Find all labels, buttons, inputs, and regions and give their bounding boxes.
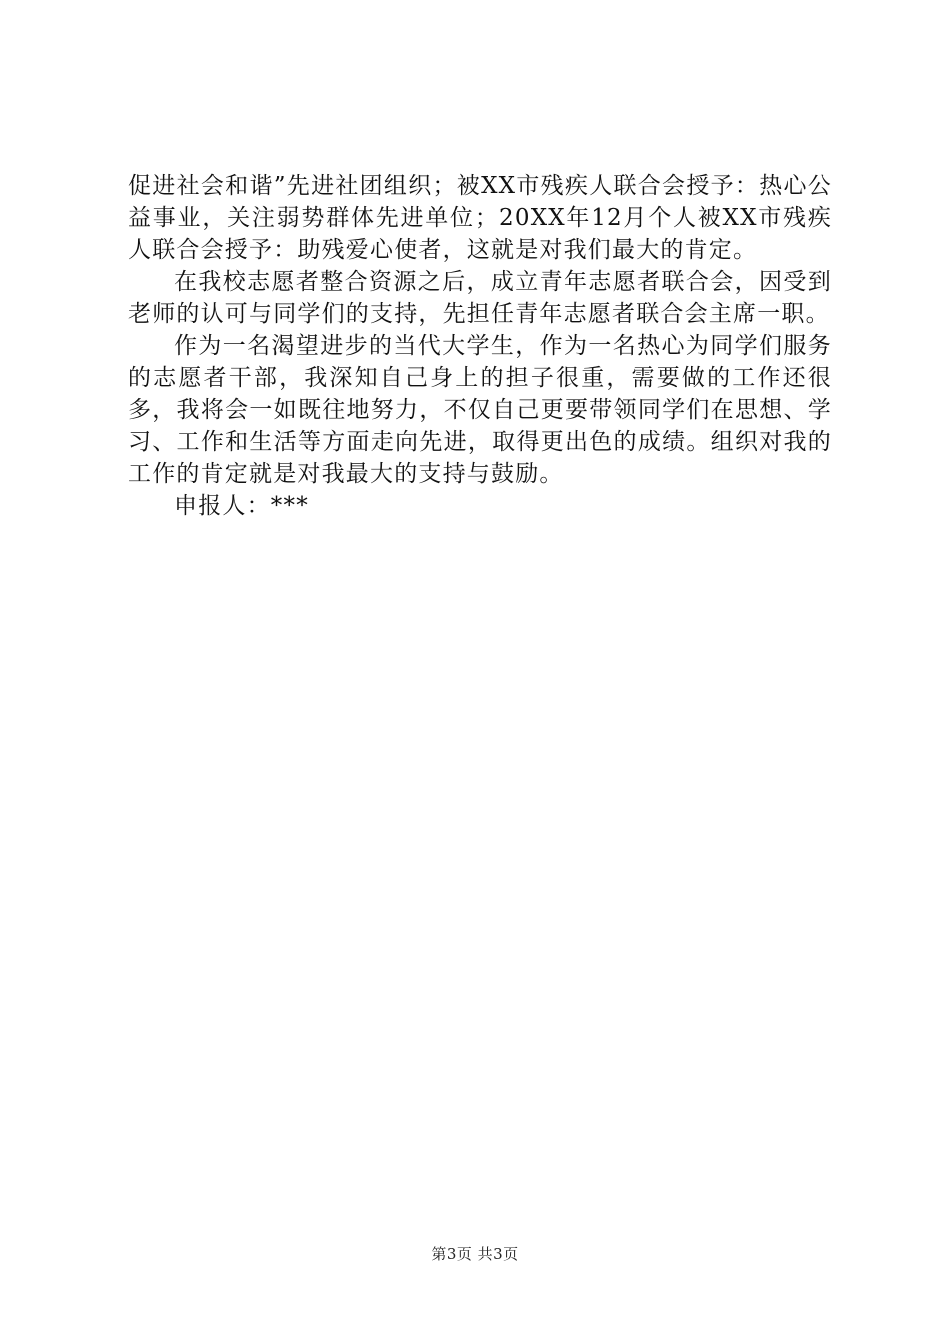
- paragraph-self-statement: 作为一名渴望进步的当代大学生，作为一名热心为同学们服务的志愿者干部，我深知自己身上的担子很重，需要做的工作还很多，我将会一如既往地努力，不仅自己更要带领同学们在思想、学习、工作和生活等方面走向先进，取得更出色的成绩。组织对我的工作的肯定就是对我最大的支持与鼓励。: [128, 333, 832, 487]
- document-body: [128, 170, 832, 522]
- page-footer: 第3页 共3页: [431, 1245, 519, 1263]
- paragraph-continuation: 促进社会和谐”先进社团组织；被XX市残疾人联合会授予：热心公益事业，关注弱势群体先进单位；20XX年12月个人被XX市残疾人联合会授予：助残爱心使者，这就是对我们最大的肯定。: [128, 173, 832, 263]
- applicant-signature: 申报人：***: [174, 493, 309, 519]
- paragraph-volunteer-union: 在我校志愿者整合资源之后，成立青年志愿者联合会，因受到老师的认可与同学们的支持，先担任青年志愿者联合会主席一职。: [128, 269, 832, 327]
